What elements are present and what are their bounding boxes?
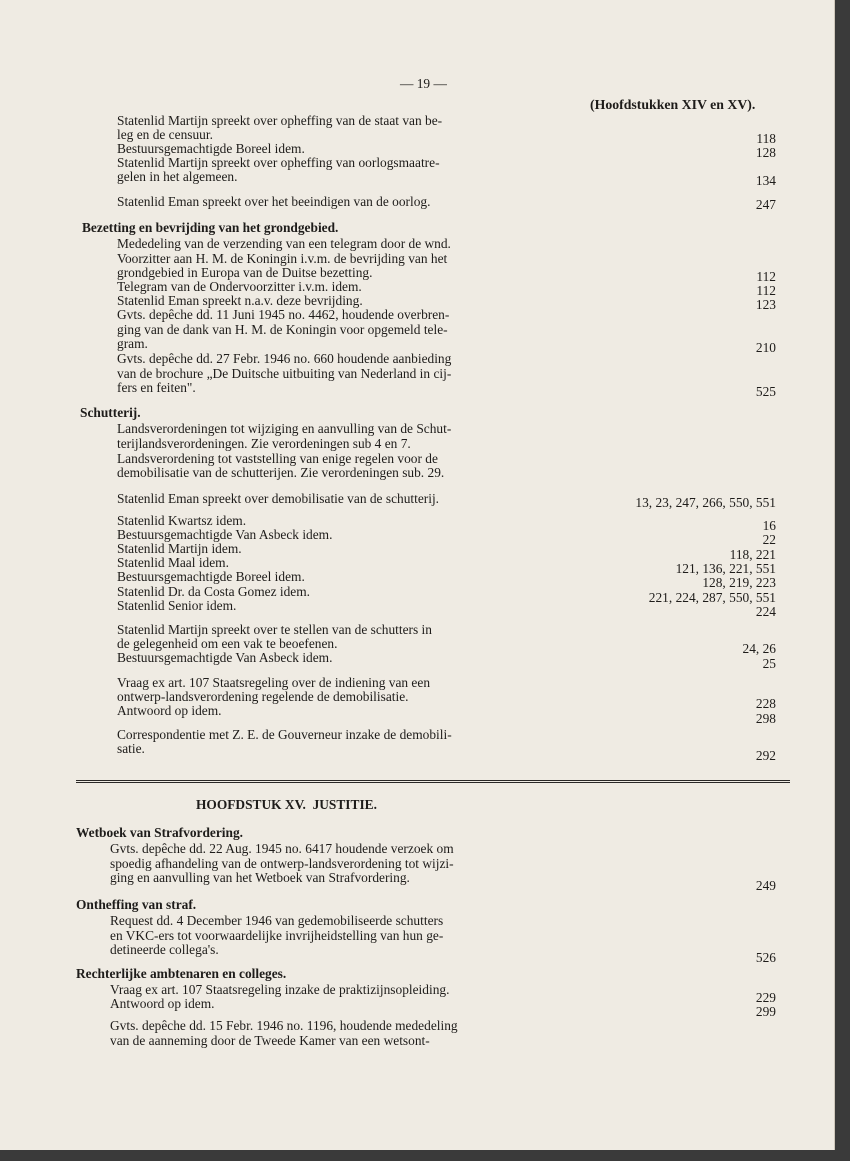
- page-ref: 25: [762, 656, 776, 671]
- entry-line: Landsverordeningen tot wijziging en aanvulling van de Schut-: [117, 421, 452, 436]
- page-ref: 22: [762, 532, 776, 547]
- entry-line: Gvts. depêche dd. 11 Juni 1945 no. 4462, houdende overbren-: [117, 307, 450, 322]
- chapter-title: HOOFDSTUK XV. JUSTITIE.: [196, 797, 377, 812]
- page-ref: 229: [755, 990, 776, 1005]
- section-heading: Wetboek van Strafvordering.: [76, 825, 244, 840]
- page-ref: 118, 221: [729, 547, 776, 562]
- entry-line: Voorzitter aan H. M. de Koningin i.v.m. de bevrijding van het: [117, 251, 448, 266]
- page-ref: 228: [755, 696, 776, 711]
- entry-line: Telegram van de Ondervoorzitter i.v.m. idem.: [117, 279, 362, 294]
- entry-line: Antwoord op idem.: [110, 996, 215, 1011]
- page-ref: 128, 219, 223: [702, 575, 776, 590]
- page-ref: 24, 26: [742, 641, 776, 656]
- entry-line: gelen in het algemeen.: [117, 169, 238, 184]
- page-ref: 118: [756, 131, 776, 146]
- entry-line: leg en de censuur.: [117, 127, 213, 142]
- entry-line: Statenlid Eman spreekt over het beeindigen van de oorlog.: [117, 194, 431, 209]
- entry-line: Gvts. depêche dd. 15 Febr. 1946 no. 1196, houdende mededeling: [110, 1018, 458, 1033]
- section-heading: Bezetting en bevrijding van het grondgebied.: [82, 220, 339, 235]
- page-ref: 112: [756, 269, 776, 284]
- page-ref: 13, 23, 247, 266, 550, 551: [635, 495, 776, 510]
- page-ref: 249: [755, 878, 776, 893]
- page-ref: 224: [755, 604, 776, 619]
- entry-line: Bestuursgemachtigde Boreel idem.: [117, 569, 305, 584]
- entry-line: Gvts. depêche dd. 27 Febr. 1946 no. 660 houdende aanbieding: [117, 351, 452, 366]
- page-ref: 526: [755, 950, 776, 965]
- entry-line: Bestuursgemachtigde Van Asbeck idem.: [117, 650, 333, 665]
- entry-line: Correspondentie met Z. E. de Gouverneur inzake de demobili-: [117, 727, 452, 742]
- entry-line: Statenlid Dr. da Costa Gomez idem.: [117, 584, 311, 599]
- entry-line: Mededeling van de verzending van een telegram door de wnd.: [117, 236, 451, 251]
- entry-line: Gvts. depêche dd. 22 Aug. 1945 no. 6417 houdende verzoek om: [110, 841, 454, 856]
- page-ref: 16: [762, 518, 776, 533]
- page-ref: 123: [755, 297, 776, 312]
- page-ref: 210: [755, 340, 776, 355]
- entry-line: detineerde collega's.: [110, 942, 219, 957]
- section-heading: Ontheffing van straf.: [76, 897, 197, 912]
- entry-line: grondgebied in Europa van de Duitse bezetting.: [117, 265, 373, 280]
- entry-line: Bestuursgemachtigde Van Asbeck idem.: [117, 527, 333, 542]
- entry-line: Statenlid Eman spreekt over demobilisatie van de schutterij.: [117, 491, 440, 506]
- entry-line: satie.: [117, 741, 145, 756]
- page-ref: 121, 136, 221, 551: [675, 561, 776, 576]
- page-ref: 221, 224, 287, 550, 551: [648, 590, 776, 605]
- entry-line: Statenlid Martijn spreekt over te stellen van de schutters in: [117, 622, 432, 637]
- entry-line: Statenlid Eman spreekt n.a.v. deze bevrijding.: [117, 293, 363, 308]
- entry-line: ging van de dank van H. M. de Koningin voor opgemeld tele-: [117, 322, 448, 337]
- page-ref: 134: [755, 173, 776, 188]
- entry-line: spoedig afhandeling van de ontwerp-landsverordening tot wijzi-: [110, 856, 454, 871]
- entry-line: van de brochure „De Duitsche uitbuiting van Nederland in cij-: [117, 366, 452, 381]
- page-number: — 19 —: [400, 76, 447, 91]
- entry-line: fers en feiten".: [117, 380, 196, 395]
- page-ref: 298: [755, 711, 776, 726]
- entry-line: en VKC-ers tot voorwaardelijke invrijheidstelling van hun ge-: [110, 928, 444, 943]
- section-heading: Schutterij.: [80, 405, 141, 420]
- section-heading: Rechterlijke ambtenaren en colleges.: [76, 966, 287, 981]
- page-ref: 112: [756, 283, 776, 298]
- running-header: (Hoofdstukken XIV en XV).: [590, 97, 756, 112]
- entry-line: Statenlid Martijn idem.: [117, 541, 242, 556]
- entry-line: Bestuursgemachtigde Boreel idem.: [117, 141, 305, 156]
- entry-line: Statenlid Maal idem.: [117, 555, 229, 570]
- page-ref: 128: [755, 145, 776, 160]
- entry-line: Request dd. 4 December 1946 van gedemobiliseerde schutters: [110, 913, 444, 928]
- page-ref: 247: [755, 197, 776, 212]
- entry-line: ging en aanvulling van het Wetboek van Strafvordering.: [110, 870, 410, 885]
- entry-line: de gelegenheid om een vak te beoefenen.: [117, 636, 338, 651]
- entry-line: Statenlid Martijn spreekt over opheffing van oorlogsmaatre-: [117, 155, 440, 170]
- entry-line: van de aanneming door de Tweede Kamer van een wetsont-: [110, 1033, 430, 1048]
- entry-line: ontwerp-landsverordening regelende de demobilisatie.: [117, 689, 409, 704]
- entry-line: demobilisatie van de schutterijen. Zie verordeningen sub. 29.: [117, 465, 445, 480]
- entry-line: Vraag ex art. 107 Staatsregeling inzake de praktizijnsopleiding.: [110, 982, 450, 997]
- entry-line: Statenlid Senior idem.: [117, 598, 237, 613]
- page-ref: 299: [755, 1004, 776, 1019]
- page-ref: 525: [755, 384, 776, 399]
- entry-line: terijlandsverordeningen. Zie verordeningen sub 4 en 7.: [117, 436, 411, 451]
- page-ref: 292: [755, 748, 776, 763]
- entry-line: Statenlid Kwartsz idem.: [117, 513, 247, 528]
- chapter-divider: [76, 780, 790, 783]
- entry-line: Vraag ex art. 107 Staatsregeling over de indiening van een: [117, 675, 431, 690]
- entry-line: gram.: [117, 336, 148, 351]
- entry-line: Antwoord op idem.: [117, 703, 222, 718]
- entry-line: Statenlid Martijn spreekt over opheffing van de staat van be-: [117, 113, 443, 128]
- entry-line: Landsverordening tot vaststelling van enige regelen voor de: [117, 451, 438, 466]
